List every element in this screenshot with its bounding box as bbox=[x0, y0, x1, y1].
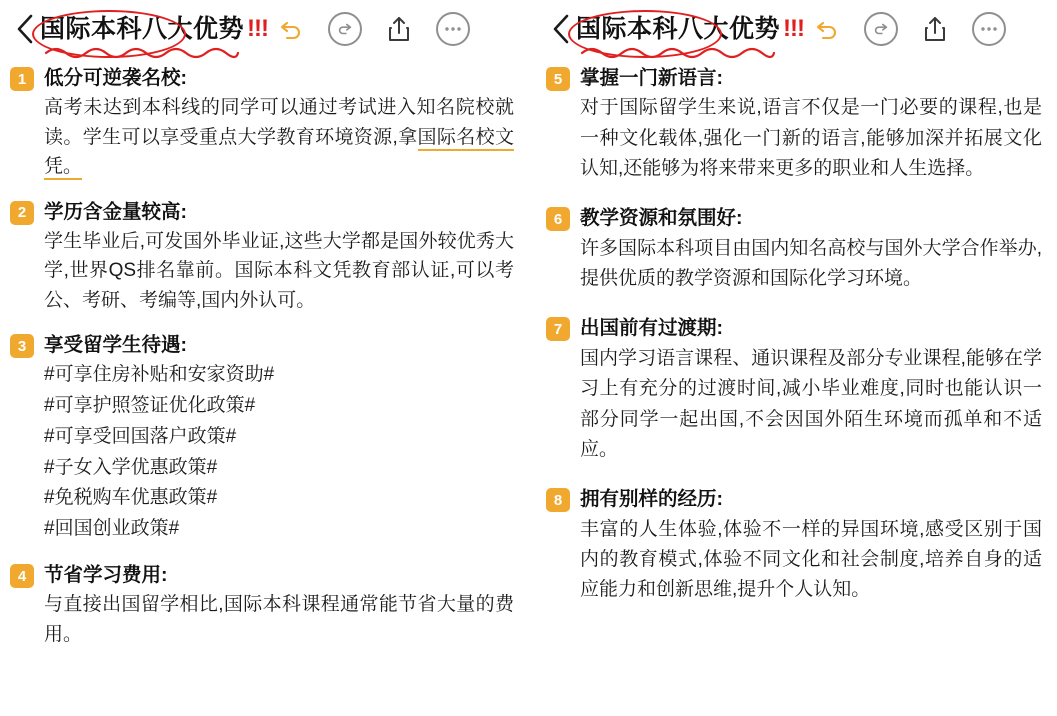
item-tag: #回国创业政策# bbox=[44, 518, 180, 540]
item-number-badge: 6 bbox=[546, 207, 570, 231]
left-panel bbox=[0, 0, 528, 716]
list-item bbox=[546, 314, 1042, 465]
back-chevron-icon[interactable] bbox=[546, 9, 576, 49]
page-title: 国际本科八大优势 bbox=[40, 14, 245, 43]
item-tag: #可享护照签证优化政策# bbox=[44, 395, 256, 417]
item-number-badge: 4 bbox=[10, 564, 34, 588]
redo-arrow-icon[interactable] bbox=[328, 12, 362, 46]
item-tag: #子女入学优惠政策# bbox=[44, 456, 218, 478]
list-item bbox=[10, 64, 514, 182]
title-exclamation: !!! bbox=[783, 15, 804, 42]
item-body bbox=[44, 561, 514, 649]
item-heading: 拥有别样的经历: bbox=[580, 488, 723, 511]
more-ellipsis-icon[interactable] bbox=[436, 12, 470, 46]
list-item bbox=[10, 198, 514, 316]
item-paragraph: 许多国际本科项目由国内知名高校与国外大学合作举办,提供优质的教学资源和国际化学习环境。 bbox=[580, 237, 1042, 290]
item-paragraph bbox=[44, 93, 514, 181]
item-heading: 低分可逆袭名校: bbox=[44, 67, 187, 89]
item-tag: #可享受回国落户政策# bbox=[44, 425, 237, 447]
right-panel bbox=[528, 0, 1056, 716]
item-paragraph-underlined: 国际名校文凭。 bbox=[44, 127, 514, 180]
left-toolbar-icons bbox=[274, 12, 470, 46]
item-number-badge: 3 bbox=[10, 334, 34, 358]
item-body bbox=[44, 198, 514, 316]
left-content bbox=[10, 58, 514, 649]
item-number-badge: 7 bbox=[546, 317, 570, 341]
item-paragraph: 对于国际留学生来说,语言不仅是一门必要的课程,也是一种文化载体,强化一门新的语言,能够加深并拓展文化认知,还能够为将来带来更多的职业和人生选择。 bbox=[580, 97, 1042, 180]
item-paragraph-text: 高考未达到本科线的同学可以通过考试进入知名院校就读。学生可以享受重点大学教育环境资源,拿 bbox=[44, 97, 514, 148]
right-content bbox=[546, 58, 1042, 606]
list-item bbox=[546, 485, 1042, 605]
right-toolbar-icons bbox=[810, 12, 1006, 46]
title-group bbox=[38, 15, 268, 44]
title-exclamation: !!! bbox=[247, 15, 268, 42]
item-tag: #免税购车优惠政策# bbox=[44, 487, 218, 509]
red-squiggle-underline bbox=[44, 44, 240, 60]
item-heading: 掌握一门新语言: bbox=[580, 67, 723, 89]
item-number-badge: 5 bbox=[546, 67, 570, 91]
share-upload-icon[interactable] bbox=[382, 12, 416, 46]
item-number-badge: 8 bbox=[546, 488, 570, 512]
right-toolbar bbox=[546, 0, 1042, 58]
item-paragraph: 学生毕业后,可发国外毕业证,这些大学都是国外较优秀大学,世界QS排名靠前。国际本科文凭教育部认证,可以考公、考研、考编等,国内外认可。 bbox=[44, 230, 514, 311]
list-item bbox=[546, 64, 1042, 184]
list-item bbox=[546, 204, 1042, 294]
back-chevron-icon[interactable] bbox=[10, 9, 40, 49]
left-toolbar bbox=[10, 0, 514, 58]
page-title: 国际本科八大优势 bbox=[576, 14, 781, 43]
item-paragraph: 与直接出国留学相比,国际本科课程通常能节省大量的费用。 bbox=[44, 594, 514, 645]
item-heading: 教学资源和氛围好: bbox=[580, 207, 743, 230]
item-body bbox=[580, 64, 1042, 184]
red-squiggle-underline bbox=[580, 44, 776, 60]
more-ellipsis-icon[interactable] bbox=[972, 12, 1006, 46]
item-body bbox=[580, 314, 1042, 465]
item-body bbox=[580, 204, 1042, 294]
item-number-badge: 1 bbox=[10, 67, 34, 91]
redo-arrow-icon[interactable] bbox=[864, 12, 898, 46]
item-body bbox=[44, 331, 514, 545]
item-number-badge: 2 bbox=[10, 201, 34, 225]
item-body bbox=[580, 485, 1042, 605]
item-heading: 享受留学生待遇: bbox=[44, 334, 187, 357]
list-item bbox=[10, 331, 514, 545]
item-body bbox=[44, 64, 514, 182]
undo-arrow-icon[interactable] bbox=[810, 12, 844, 46]
item-paragraph: 丰富的人生体验,体验不一样的异国环境,感受区别于国内的教育模式,体验不同文化和社会制度,培养自身的适应能力和创新思维,提升个人认知。 bbox=[580, 518, 1042, 601]
title-group bbox=[574, 15, 804, 44]
item-tag: #可享住房补贴和安家资助# bbox=[44, 364, 275, 386]
item-heading: 出国前有过渡期: bbox=[580, 317, 723, 340]
undo-arrow-icon[interactable] bbox=[274, 12, 308, 46]
item-heading: 学历含金量较高: bbox=[44, 200, 187, 223]
item-heading: 节省学习费用: bbox=[44, 564, 168, 587]
share-upload-icon[interactable] bbox=[918, 12, 952, 46]
list-item bbox=[10, 561, 514, 649]
item-paragraph: 国内学习语言课程、通识课程及部分专业课程,能够在学习上有充分的过渡时间,减小毕业难度,同时也能认识一部分同学一起出国,不会因国外陌生环境而孤单和不适应。 bbox=[580, 347, 1042, 460]
